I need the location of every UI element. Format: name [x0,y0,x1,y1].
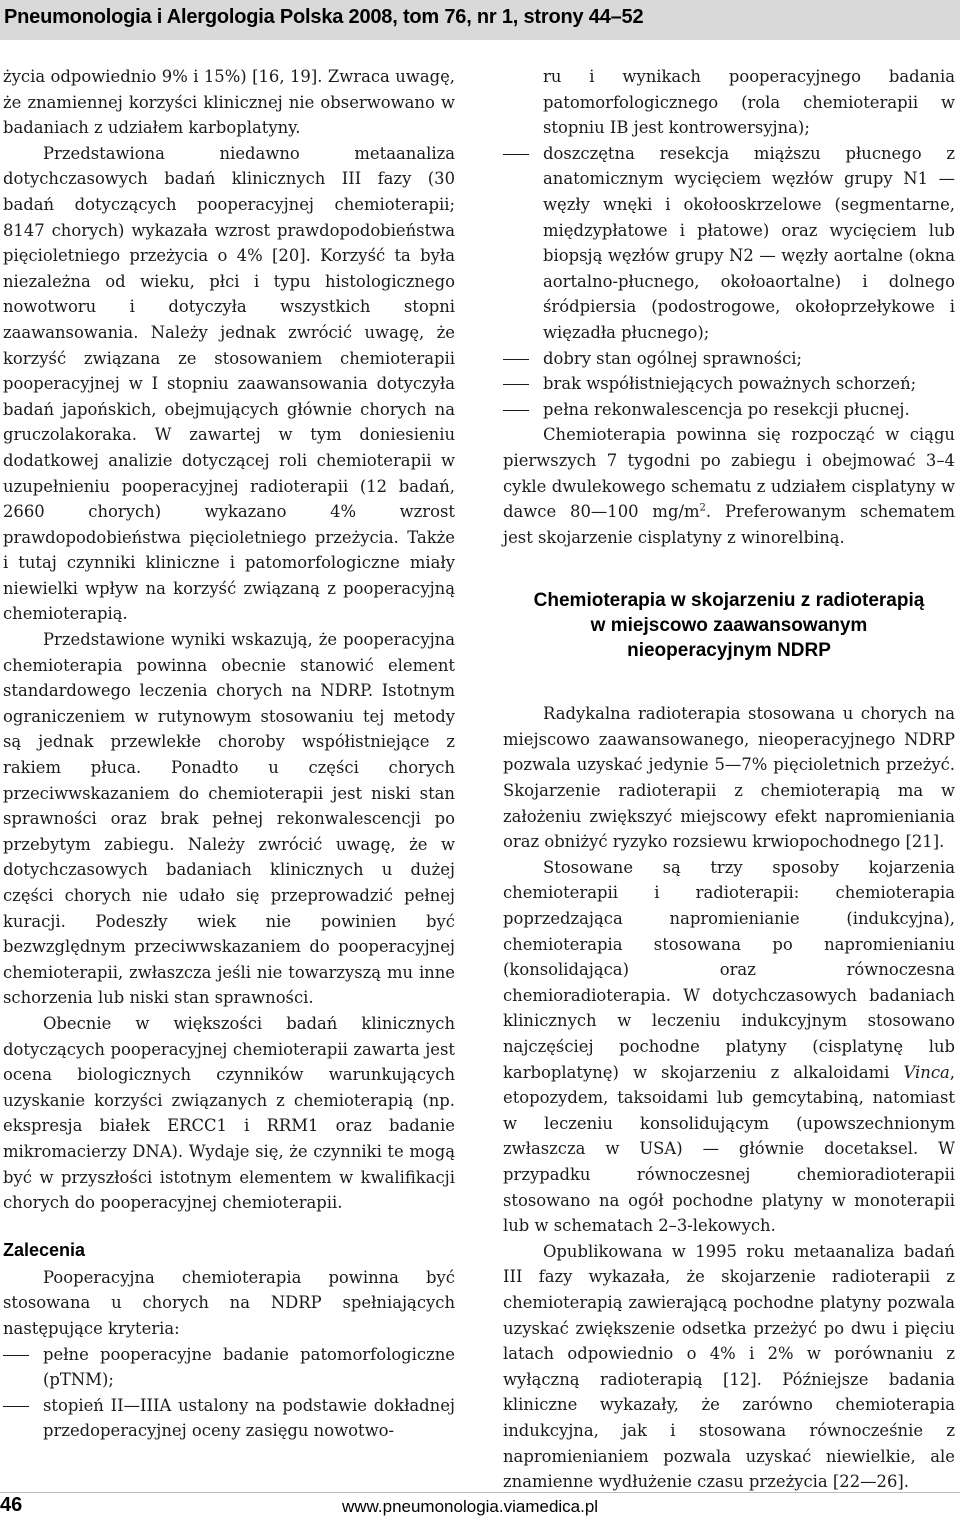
left-column [3,64,455,1444]
paragraph-text: , etopozydem, taksoidami lub gemcytabiną, natomiast w leczeniu konsolidującym (upowszechnionym zwłaszcza w USA) — głównie docetaksel. W przypadku równoczesnej chemioradioterapii stosowano na ogół pochodne platyny w monoterapii lub w schematach 2–3-lekowych. [503,1062,955,1236]
list-item: dobry stan ogólnej sprawności; [503,346,955,372]
section-heading-chemioradioterapia [503,588,955,663]
list-item: stopień II—IIIA ustalony na podstawie dokładnej przedoperacyjnej oceny zasięgu nowotwo- [3,1393,455,1444]
heading-line: Chemioterapia w skojarzeniu z radioterapią [533,590,925,612]
list-item: brak współistniejących poważnych schorzeń; [503,371,955,397]
heading-line: w miejscowo zaawansowanym [590,615,868,637]
list-item: doszczętna resekcja miąższu płucnego z anatomicznym wycięciem węzłów grupy N1 — węzły wnęki i okołooskrzelowe (segmentarne, międzypłatowe i płatowe) oraz wycięciem lub biopsją węzłów grupy N2 — węzły aortalne (okna aortalno-płucnego, okołoaortalne) i dolnego śródpiersia (podostrogowe, okołoprzełykowe i więzadła płucnego); [503,141,955,346]
italic-term: Vinca [903,1062,950,1082]
list-item: pełne pooperacyjne badanie patomorfologiczne (pTNM); [3,1342,455,1393]
list-item: pełna rekonwalescencja po resekcji płucnej. [503,397,955,423]
dosing-paragraph [503,422,955,550]
heading-line: nieoperacyjnym NDRP [627,640,831,662]
body-paragraph: Przedstawione wyniki wskazują, że pooperacyjna chemioterapia powinna obecnie stanowić element standardowego leczenia chorych na NDRP. Istotnym ograniczeniem w rutynowym stosowaniu tej metody są jednak przewlekłe choroby współistniejące z rakiem płuca. Ponadto u części chorych przeciwwskazaniem do chemioterapii jest niski stan sprawności oraz brak pełnej rekonwalescencji po przebytym zabiegu. Należy zwrócić uwagę, że w dotychczasowych badaniach klinicznych u dużej części chorych nie udało się przeprowadzić pełnej kuracji. Podeszły wiek nie powinien być bezwzględnym przeciwwskazaniem do pooperacyjnej chemioterapii, zwłaszcza jeśli nie towarzyszą mu inne schorzenia lub niski stan sprawności. [3,630,455,1008]
dosing-text: Chemioterapia powinna się rozpocząć w ciągu pierwszych 7 tygodni po zabiegu i obejmować 3–4 cykle dwulekowego schematu z udziałem cisplatyny w dawce 80—100 mg/m [503,425,955,522]
journal-title: Pneumonologia i Alergologia Polska 2008, tom 76, nr 1, strony 44–52 [4,6,644,28]
superscript: 2 [699,502,706,514]
footer-divider [0,1492,960,1493]
list-continuation: ru i wynikach pooperacyjnego badania patomorfologicznego (rola chemioterapii w stopniu IB jest kontrowersyjna); [543,67,955,138]
criteria-list-continued [503,141,955,423]
right-column [503,64,955,1495]
body-paragraph: Opublikowana w 1995 roku metaanaliza badań III fazy wykazała, że skojarzenie radioterapii z chemioterapią zawierającą pochodne platyny pozwala uzyskać zwiększenie odsetka przeżyć po dwu i pięciu latach odpowiednio o 4% i 2% w porównaniu z wyłączną radioterapią [12]. Późniejsze badania kliniczne wykazały, że zarówno chemioterapia indukcyjna, jak i stosowana równocześnie z napromienianiem pozwala uzyskać niewielkie, ale znamienne wydłużenie czasu przeżycia [22—26]. [503,1241,955,1492]
criteria-list [3,1342,455,1444]
page-number: 46 [0,1494,23,1516]
footer-url[interactable]: www.pneumonologia.viamedica.pl [342,1497,599,1516]
body-paragraph: Obecnie w większości badań klinicznych dotyczących pooperacyjnej chemioterapii zawarta jest ocena biologicznych czynników warunkujących uzyskanie korzyści związanych z chemioterapią (np. ekspresja białek ERCC1 i RRM1 oraz badanie mikromacierzy DNA). Wydaje się, że czynniki te mogą być w przyszłości istotnym elementem w kwalifikacji chorych do pooperacyjnej chemioterapii. [3,1013,455,1213]
body-paragraph [503,855,955,1239]
section-heading-zalecenia: Zalecenia [3,1239,86,1260]
body-paragraph: Radykalna radioterapia stosowana u chorych na miejscowo zaawansowanego, nieoperacyjnego NDRP pozwala uzyskać jedynie 5—7% pięcioletnich przeżyć. Skojarzenie radioterapii z chemioterapią ma w założeniu zwiększyć miejscowy efekt napromieniania oraz obniżyć ryzyko rozsiewu krwiopochodnego [21]. [503,704,955,852]
body-paragraph: życia odpowiednio 9% i 15%) [16, 19]. Zwraca uwagę, że znamiennej korzyści klinicznej nie obserwowano w badaniach z udziałem karboplatyny. [3,67,455,138]
paragraph-text: Stosowane są trzy sposoby kojarzenia chemioterapii i radioterapii: chemioterapia poprzedzająca napromienianie (indukcyjna), chemioterapia stosowana po napromienianiu (konsolidająca) oraz równoczesna chemioradioterapia. W dotychczasowych badaniach klinicznych w leczeniu indukcyjnym stosowano najczęściej pochodne platyny (cisplatynę lub karboplatynę) w skojarzeniu z alkaloidami [503,857,955,1082]
dosing-text-end: . Preferowanym schematem jest skojarzenie cisplatyny z winorelbiną. [503,502,955,547]
body-paragraph: Przedstawiona niedawno metaanaliza dotychczasowych badań klinicznych III fazy (30 badań dotyczących pooperacyjnej chemioterapii; 8147 chorych) wykazała wzrost prawdopodobieństwa pięcioletniego przeżycia o 4% [20]. Korzyść ta była niezależna od wieku, płci i typu histologicznego nowotworu i dotyczyła wszystkich stopni zaawansowania. Należy jednak zwrócić uwagę, że korzyść związana ze stosowaniem chemioterapii pooperacyjnej w I stopniu zaawansowania dotyczyła badań japońskich, obejmujących głównie chorych na gruczolakoraka. W zawartej w tym doniesieniu dodatkowej analizie dotyczącej roli chemioterapii w uzupełnieniu pooperacyjnej radioterapii (12 badań, 2660 chorych) wykazano 4% wzrost prawdopodobieństwa pięcioletniego przeżycia. Także i tutaj czynniki kliniczne i patomorfologiczne miały niewielki wpływ na korzyść związaną z pooperacyjną chemioterapią. [3,143,455,624]
body-paragraph: Pooperacyjna chemioterapia powinna być stosowana u chorych na NDRP spełniających następujące kryteria: [3,1267,455,1338]
journal-header-bar [0,0,960,40]
